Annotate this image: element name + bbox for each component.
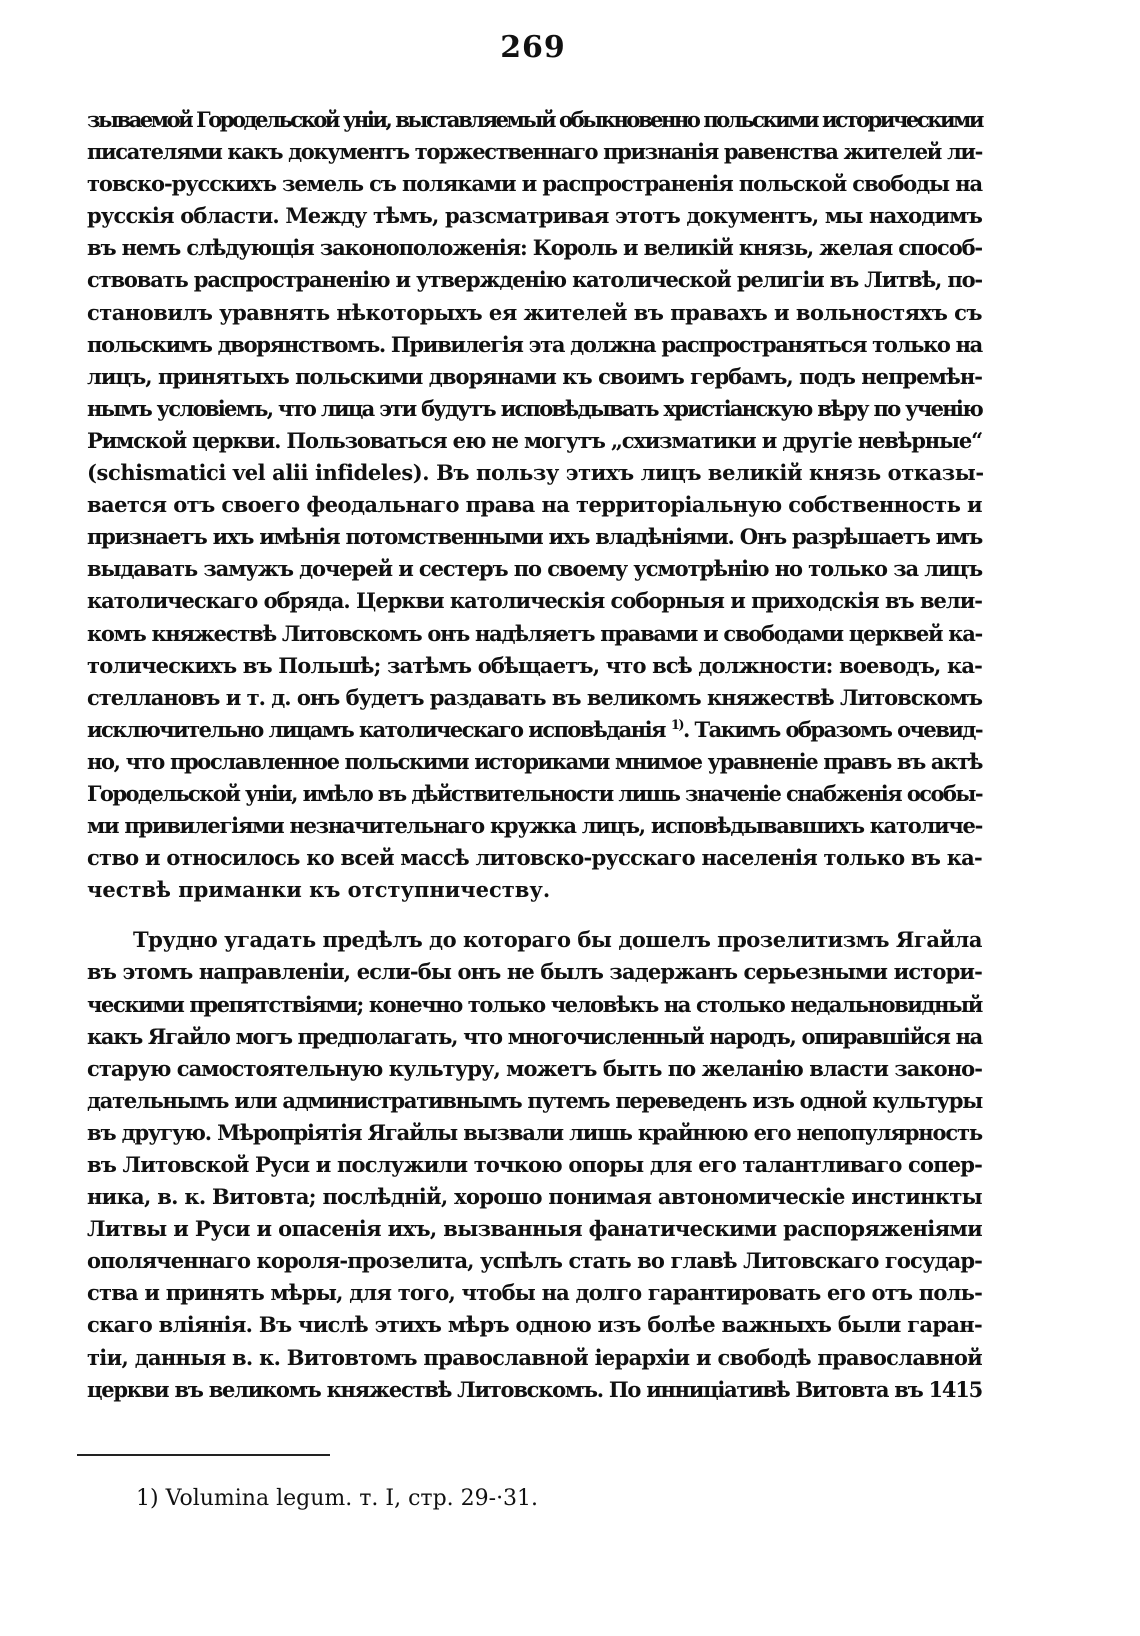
text-line: зываемой Городельской уніи, выставляемый обыкновенно польскими историческими [87,107,983,132]
paragraph [87,104,982,906]
text-line: толическихъ въ Польшѣ; затѣмъ обѣщаетъ, что всѣ должности: воеводъ, ка- [87,652,982,678]
text-line: вается отъ своего феодальнаго права на территоріальную собственность и [87,492,983,518]
text-line: въ другую. Мѣропріятія Ягайлы вызвали лишь крайнюю его непопулярность [87,1119,983,1145]
text-line: писателями какъ документъ торжественнаго признанія равенства жителей ли- [87,139,983,165]
text-line: признаетъ ихъ имѣнія потомственными ихъ владѣніями. Онъ разрѣшаетъ имъ [87,524,982,550]
text-line: старую самостоятельную культуру, можетъ быть по желанію власти законо- [87,1055,982,1081]
text-line: ствовать распространенію и утвержденію католической религіи въ Литвѣ, по- [87,267,982,293]
text-line: лицъ, принятыхъ польскими дворянами къ своимъ гербамъ, подъ непремѣн- [87,363,983,389]
page-number: 269 [500,30,566,65]
text-line: Городельской уніи, имѣло въ дѣйствительности лишь значеніе снабженія особы- [87,780,983,806]
text-line: скаго вліянія. Въ числѣ этихъ мѣръ одною изъ болѣе важныхъ были гаран- [87,1312,982,1338]
text-line: стеллановъ и т. д. онъ будетъ раздавать въ великомъ княжествѣ Литовскомъ [87,684,982,710]
text-line: исключительно лицамъ католическаго исповѣданія $^{1)}$. Такимъ образомъ очевид- [87,716,983,742]
text-line: выдавать замужъ дочерей и сестеръ по своему усмотрѣнію но только за лицъ [87,556,982,582]
text-line: Римской церкви. Пользоваться ею не могутъ „схизматики и другіе невѣрные“ [87,427,983,453]
text-line: Трудно угадать предѣлъ до котораго бы дошелъ прозелитизмъ Ягайла [133,927,983,953]
paragraph-gap [87,906,982,924]
text-line: чествѣ приманки къ отступничеству. [87,877,551,903]
text-line: товско-русскихъ земель съ поляками и распространенія польской свободы на [87,171,982,197]
text-line: Литвы и Руси и опасенія ихъ, вызванныя фанатическими распоряженіями [87,1216,982,1242]
body-text [87,104,982,1406]
paragraph [87,924,982,1405]
text-line: какъ Ягайло могъ предполагать, что многочисленный народъ, опиравшійся на [87,1023,982,1049]
text-line: тіи, данныя в. к. Витовтомъ православной іерархіи и свободѣ православной [87,1344,983,1370]
text-line: но, что прославленное польскими историками мнимое уравненіе правъ въ актѣ [87,748,983,774]
text-line: комъ княжествѣ Литовскомъ онъ надѣляетъ правами и свободами церквей ка- [87,620,982,646]
text-line: ства и принять мѣры, для того, чтобы на долго гарантировать его отъ поль- [87,1280,983,1306]
text-line: ми привилегіями незначительнаго кружка лицъ, исповѣдывавшихъ католиче- [87,813,983,839]
footnote-marker: 1) [136,1486,159,1511]
text-line: становилъ уравнять нѣкоторыхъ ея жителей въ правахъ и вольностяхъ съ [87,299,982,325]
text-line: католическаго обряда. Церкви католическія соборныя и приходскія въ вели- [87,588,982,614]
text-line: ческими препятствіями; конечно только человѣкъ на столько недальновидный [87,991,982,1017]
text-line: ника, в. к. Витовта; послѣдній, хорошо понимая автономическіе инстинкты [87,1184,983,1210]
text-line: въ Литовской Руси и послужили точкою опоры для его талантливаго сопер- [87,1152,983,1177]
footnote-reference: 1) [670,717,683,733]
text-line: ополяченнаго короля-прозелита, успѣлъ стать во главѣ Литовскаго государ- [87,1248,983,1274]
text-line: дательнымъ или административнымъ путемъ переведенъ изъ одной культуры [87,1087,983,1113]
text-line: ство и относилось ко всей массѣ литовско-русскаго населенія только въ ка- [87,845,982,871]
text-line: церкви въ великомъ княжествѣ Литовскомъ. По инниціативѣ Витовта въ 1415 [87,1376,982,1402]
footnote [136,1486,538,1511]
footnote-separator [77,1454,330,1456]
footnote-text: Volumina legum. т. I, стр. 29-·31. [165,1486,539,1511]
text-line: въ этомъ направленіи, если-бы онъ не былъ задержанъ серьезными истори- [87,959,982,985]
text-line: въ немъ слѣдующія законоположенія: Король и великій князь, желая способ- [87,235,983,261]
text-line: русскія области. Между тѣмъ, разсматривая этотъ документъ, мы находимъ [87,203,982,229]
text-line: польскимъ дворянствомъ. Привилегія эта должна распространяться только на [87,331,982,357]
text-line: нымъ условіемъ, что лица эти будутъ исповѣдывать христіанскую вѣру по ученію [87,395,983,421]
text-line: (schismatici vel alii infideles). Въ пользу этихъ лицъ великій князь отказы- [87,460,984,486]
